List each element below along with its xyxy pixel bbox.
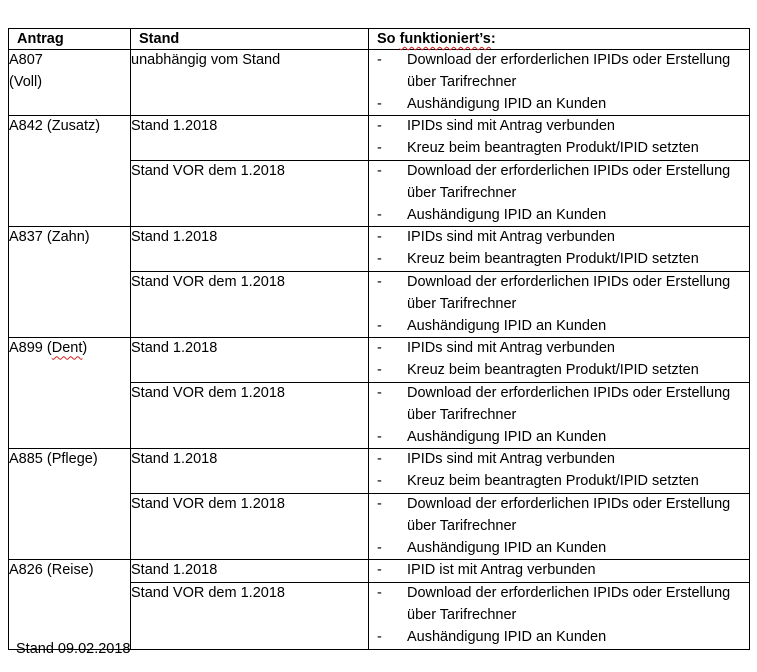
- bullet-dash: -: [377, 428, 382, 445]
- steps-cell: [369, 583, 750, 649]
- step-item: [369, 227, 749, 249]
- step-item: [369, 249, 749, 271]
- table-row: [9, 227, 750, 272]
- steps-list: [369, 272, 749, 337]
- bullet-dash: -: [377, 162, 382, 179]
- step-text: Download der erforderlichen IPIDs oder Erstellung über Tarifrechner: [407, 52, 731, 90]
- bullet-dash: -: [377, 95, 382, 112]
- stand-cell: Stand VOR dem 1.2018: [131, 271, 369, 337]
- step-text: Download der erforderlichen IPIDs oder Erstellung über Tarifrechner: [407, 273, 731, 312]
- step-text: IPIDs sind mit Antrag verbunden: [407, 118, 615, 135]
- header-howto-prefix: So: [377, 31, 400, 47]
- antrag-cell: [9, 338, 131, 449]
- header-row: [9, 29, 750, 50]
- steps-cell: [369, 382, 750, 448]
- steps-list: [369, 560, 749, 582]
- antrag-cell: [9, 227, 131, 338]
- step-text: IPIDs sind mit Antrag verbunden: [407, 451, 615, 468]
- step-text: Aushändigung IPID an Kunden: [407, 317, 607, 334]
- step-item: [369, 116, 749, 138]
- step-item: [369, 427, 749, 449]
- stand-cell: Stand VOR dem 1.2018: [131, 160, 369, 226]
- step-text: Kreuz beim beantragten Produkt/IPID setzten: [407, 140, 699, 157]
- step-item: [369, 138, 749, 160]
- step-item: [369, 205, 749, 227]
- step-text: Download der erforderlichen IPIDs oder Erstellung über Tarifrechner: [407, 384, 731, 423]
- steps-list: [369, 449, 749, 493]
- antrag-code: [9, 338, 130, 360]
- bullet-dash: -: [377, 473, 382, 490]
- header-howto-word: funktioniert’s: [399, 31, 491, 47]
- antrag-code-mid: Dent: [51, 340, 83, 357]
- step-text: Kreuz beim beantragten Produkt/IPID setzten: [407, 473, 699, 490]
- steps-list: [369, 50, 749, 115]
- step-item: [369, 161, 749, 205]
- antrag-cell: [9, 116, 131, 227]
- table-row: [9, 50, 750, 116]
- step-item: [369, 583, 749, 627]
- step-text: IPIDs sind mit Antrag verbunden: [407, 229, 615, 246]
- stand-cell: Stand 1.2018: [131, 116, 369, 161]
- steps-cell: [369, 493, 750, 559]
- stand-cell: unabhängig vom Stand: [131, 50, 369, 116]
- antrag-code: A885 (Pflege): [9, 451, 98, 468]
- step-item: [369, 449, 749, 471]
- bullet-dash: -: [377, 206, 382, 223]
- antrag-note: (Voll): [9, 73, 43, 90]
- steps-list: [369, 161, 749, 226]
- step-text: IPIDs sind mit Antrag verbunden: [407, 340, 615, 357]
- table-row: [9, 560, 750, 583]
- steps-list: [369, 227, 749, 271]
- bullet-dash: -: [377, 451, 382, 468]
- step-item: [369, 360, 749, 382]
- steps-list: [369, 383, 749, 448]
- stand-cell: Stand VOR dem 1.2018: [131, 493, 369, 559]
- antrag-code: A837 (Zahn): [9, 229, 90, 246]
- antrag-cell: [9, 560, 131, 649]
- header-howto: [369, 29, 750, 50]
- step-text: Download der erforderlichen IPIDs oder Erstellung über Tarifrechner: [407, 162, 731, 201]
- footer-date: Stand 09.02.2018: [16, 641, 131, 657]
- antrag-code-start: A899 (: [9, 340, 52, 357]
- bullet-dash: -: [377, 317, 382, 334]
- header-antrag: Antrag: [9, 29, 131, 50]
- step-text: Download der erforderlichen IPIDs oder Erstellung über Tarifrechner: [407, 585, 731, 623]
- bullet-dash: -: [377, 251, 382, 268]
- header-howto-suffix: :: [490, 31, 496, 47]
- bullet-dash: -: [377, 340, 382, 357]
- stand-cell: Stand 1.2018: [131, 227, 369, 272]
- step-item: [369, 494, 749, 538]
- bullet-dash: -: [377, 229, 382, 246]
- bullet-dash: -: [377, 140, 382, 157]
- bullet-dash: -: [377, 118, 382, 135]
- stand-cell: Stand 1.2018: [131, 449, 369, 494]
- antrag-code: A842 (Zusatz): [9, 118, 101, 135]
- step-text: Kreuz beim beantragten Produkt/IPID setzten: [407, 362, 699, 379]
- table-row: [9, 449, 750, 494]
- table-row: [9, 116, 750, 161]
- stand-cell: Stand 1.2018: [131, 338, 369, 383]
- antrag-code-end: ): [82, 340, 88, 357]
- ipid-table: [8, 28, 750, 650]
- steps-cell: [369, 50, 750, 116]
- step-item: [369, 338, 749, 360]
- antrag-code: A826 (Reise): [9, 562, 94, 579]
- stand-cell: Stand VOR dem 1.2018: [131, 382, 369, 448]
- table-row: [9, 338, 750, 383]
- stand-cell: Stand VOR dem 1.2018: [131, 583, 369, 649]
- bullet-dash: -: [377, 562, 382, 579]
- steps-list: [369, 494, 749, 559]
- steps-cell: [369, 116, 750, 161]
- bullet-dash: -: [377, 384, 382, 401]
- step-text: Aushändigung IPID an Kunden: [407, 628, 607, 645]
- steps-list: [369, 116, 749, 160]
- bullet-dash: -: [377, 495, 382, 512]
- step-text: IPID ist mit Antrag verbunden: [407, 562, 596, 579]
- step-text: Aushändigung IPID an Kunden: [407, 539, 607, 556]
- antrag-cell: [9, 50, 131, 116]
- step-text: Aushändigung IPID an Kunden: [407, 95, 607, 112]
- bullet-dash: -: [377, 52, 382, 68]
- step-text: Aushändigung IPID an Kunden: [407, 428, 607, 445]
- step-item: [369, 538, 749, 560]
- step-item: [369, 272, 749, 316]
- steps-cell: [369, 338, 750, 383]
- step-item: [369, 50, 749, 94]
- step-item: [369, 560, 749, 582]
- step-text: Kreuz beim beantragten Produkt/IPID setzten: [407, 251, 699, 268]
- bullet-dash: -: [377, 585, 382, 602]
- step-item: [369, 383, 749, 427]
- step-item: [369, 316, 749, 338]
- steps-cell: [369, 560, 750, 583]
- step-item: [369, 94, 749, 116]
- header-stand: Stand: [131, 29, 369, 50]
- step-item: [369, 627, 749, 649]
- bullet-dash: -: [377, 273, 382, 290]
- antrag-cell: [9, 449, 131, 560]
- step-text: Aushändigung IPID an Kunden: [407, 206, 607, 223]
- steps-list: [369, 583, 749, 648]
- stand-cell: Stand 1.2018: [131, 560, 369, 583]
- step-item: [369, 471, 749, 493]
- bullet-dash: -: [377, 362, 382, 379]
- steps-cell: [369, 160, 750, 226]
- bullet-dash: -: [377, 628, 382, 645]
- steps-cell: [369, 227, 750, 272]
- steps-list: [369, 338, 749, 382]
- steps-cell: [369, 271, 750, 337]
- antrag-code: A807: [9, 52, 43, 68]
- step-text: Download der erforderlichen IPIDs oder Erstellung über Tarifrechner: [407, 495, 731, 534]
- bullet-dash: -: [377, 539, 382, 556]
- steps-cell: [369, 449, 750, 494]
